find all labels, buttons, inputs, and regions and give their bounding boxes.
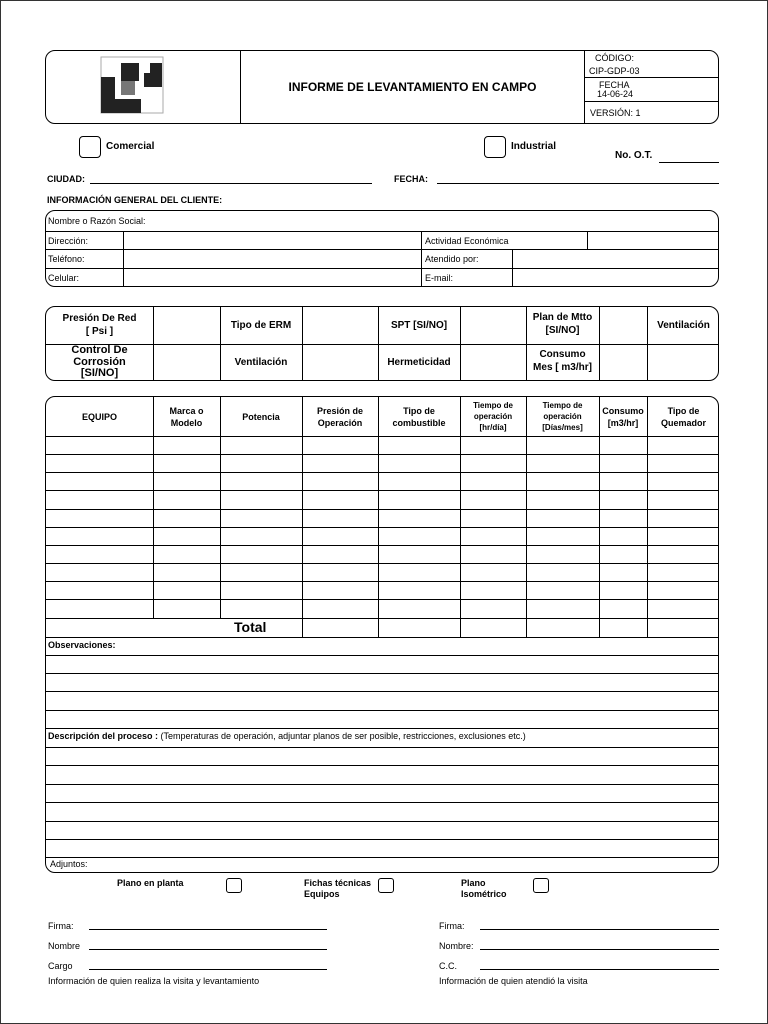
- direccion-label: Dirección:: [48, 236, 89, 246]
- nombre-left-label: Nombre: [48, 941, 81, 951]
- version-label: VERSIÓN: 1: [590, 108, 641, 118]
- tipo-erm-label: Tipo de ERM: [230, 320, 292, 331]
- grid-line: [46, 472, 719, 473]
- grid-line: [46, 784, 719, 785]
- fecha-doc-value: 14-06-24: [597, 89, 634, 99]
- fecha-cell: [585, 78, 719, 102]
- presion-red-unit: [ Psi ]: [85, 326, 114, 337]
- cc-right-label: C.C.: [439, 961, 457, 971]
- consumo-mes-cell: [526, 348, 599, 374]
- equipment-header-text: EQUIPO: [81, 411, 117, 422]
- no-ot-label: No. O.T.: [615, 150, 653, 161]
- consumo-mes-unit: Mes [ m3/hr]: [533, 362, 592, 373]
- industrial-checkbox[interactable]: [484, 136, 506, 158]
- actividad-label: Actividad Económica: [425, 236, 509, 246]
- page-title: INFORME DE LEVANTAMIENTO EN CAMPO: [288, 80, 537, 94]
- right-signature-note: Información de quien atendió la visita: [439, 976, 588, 986]
- equipment-header-2: [220, 397, 302, 436]
- celular-label: Celular:: [48, 273, 80, 283]
- equipment-header-0: [46, 397, 153, 436]
- firma-left-field[interactable]: [89, 929, 327, 930]
- grid-line: [46, 821, 719, 822]
- equipment-header-1: [153, 397, 220, 436]
- ventilacion-label-2: Ventilación: [234, 357, 288, 368]
- control-corrosion-label-2: Corrosión: [73, 355, 126, 368]
- cargo-left-field[interactable]: [89, 969, 327, 970]
- equipment-header-text: combustible: [392, 417, 446, 428]
- equipment-header-text: Tipo de: [403, 405, 435, 416]
- plano-planta-checkbox[interactable]: [226, 878, 242, 893]
- proceso-bold: Descripción del proceso :: [48, 731, 159, 741]
- control-corrosion-unit: [SI/NO]: [80, 367, 119, 379]
- equipment-header-text: [Días/mes]: [542, 423, 583, 432]
- grid-line: [46, 765, 719, 766]
- grid-line: [46, 655, 719, 656]
- nombre-label: Nombre o Razón Social:: [48, 216, 146, 226]
- proceso-text: (Temperaturas de operación, adjuntar planos de ser posible, restricciones, exclusiones etc.): [158, 731, 526, 741]
- plan-mtto-cell: [526, 311, 599, 337]
- grid-line: [46, 637, 719, 638]
- equipment-header-text: Operación: [317, 417, 363, 428]
- equipment-header-text: Tiempo de: [542, 401, 583, 410]
- grid-line: [46, 857, 719, 858]
- left-signature-note: Información de quien realiza la visita y levantamiento: [48, 976, 260, 986]
- fecha-doc-label: FECHA: [599, 80, 630, 90]
- isometrico-checkbox[interactable]: [533, 878, 549, 893]
- nombre-left-field[interactable]: [89, 949, 327, 950]
- codigo-label: CÓDIGO:: [595, 53, 635, 63]
- fichas-cell: [304, 878, 371, 900]
- ventilacion-label-1: Ventilación: [657, 320, 710, 331]
- codigo-cell: [585, 51, 719, 78]
- grid-line: [46, 509, 719, 510]
- observaciones-label: Observaciones:: [48, 640, 116, 650]
- ciudad-label: CIUDAD:: [47, 174, 85, 184]
- firma-right-field[interactable]: [480, 929, 719, 930]
- equipment-header-6: [526, 397, 599, 436]
- consumo-mes-label: Consumo: [539, 349, 586, 360]
- grid-line: [46, 563, 719, 564]
- cargo-left-label: Cargo: [48, 961, 73, 971]
- nombre-right-field[interactable]: [480, 949, 719, 950]
- nombre-right-label: Nombre:: [439, 941, 474, 951]
- fichas-label-2: Equipos: [304, 889, 340, 899]
- equipment-header-text: [hr/día]: [479, 423, 507, 432]
- atendido-label: Atendido por:: [425, 254, 479, 264]
- equipment-box: [45, 396, 719, 873]
- fecha-field[interactable]: [437, 183, 719, 184]
- fichas-label: Fichas técnicas: [304, 878, 372, 888]
- proceso-label: [48, 731, 526, 741]
- equipment-header-text: Consumo: [602, 405, 644, 416]
- plan-mtto-label: Plan de Mtto: [532, 312, 593, 323]
- total-label: Total: [234, 619, 267, 635]
- grid-line: [46, 527, 719, 528]
- equipment-header-text: operación: [473, 412, 513, 421]
- equipment-header-text: Presión de: [316, 405, 363, 416]
- presion-red-cell: [46, 312, 153, 338]
- email-label: E-mail:: [425, 273, 454, 283]
- client-section-title: INFORMACIÓN GENERAL DEL CLIENTE:: [47, 195, 223, 205]
- network-info-box: [45, 306, 719, 381]
- equipment-header-3: [302, 397, 378, 436]
- grid-line: [46, 802, 719, 803]
- equipment-header-text: [m3/hr]: [607, 417, 639, 428]
- grid-line: [46, 436, 719, 437]
- control-corrosion-cell: [46, 345, 153, 380]
- grid-line: [46, 710, 719, 711]
- equipment-header-text: Potencia: [242, 411, 280, 422]
- document-header: [45, 50, 719, 124]
- ciudad-field[interactable]: [90, 183, 372, 184]
- grid-line: [46, 599, 719, 600]
- equipment-header-5: [460, 397, 526, 436]
- comercial-checkbox[interactable]: [79, 136, 101, 158]
- telefono-label: Teléfono:: [48, 254, 85, 264]
- equipment-header-7: [599, 397, 647, 436]
- grid-line: [46, 490, 719, 491]
- codigo-value: CIP-GDP-03: [589, 66, 640, 76]
- fecha-label: FECHA:: [394, 174, 428, 184]
- grid-line: [46, 454, 719, 455]
- isometrico-label: Plano: [461, 878, 486, 888]
- client-info-box: [45, 210, 719, 287]
- equipment-header-4: [378, 397, 460, 436]
- doc-meta: [584, 51, 719, 123]
- firma-right-label: Firma:: [439, 921, 465, 931]
- presion-red-label: Presión De Red: [62, 313, 137, 324]
- comercial-label: Comercial: [106, 141, 155, 152]
- control-corrosion-label: Control De: [71, 344, 128, 356]
- firma-left-label: Firma:: [48, 921, 74, 931]
- fichas-checkbox[interactable]: [378, 878, 394, 893]
- equipment-header-text: Quemador: [660, 417, 706, 428]
- equipment-header-text: operación: [543, 412, 582, 421]
- plano-planta-label: Plano en planta: [117, 878, 184, 888]
- equipment-header-text: Tiempo de: [473, 401, 513, 410]
- spt-label: SPT [SI/NO]: [390, 320, 448, 331]
- grid-line: [46, 728, 719, 729]
- equipment-header-text: Marca o: [169, 405, 204, 416]
- grid-line: [46, 545, 719, 546]
- cc-right-field[interactable]: [480, 969, 719, 970]
- no-ot-field[interactable]: [659, 162, 719, 163]
- grid-line: [46, 581, 719, 582]
- industrial-label: Industrial: [511, 141, 557, 152]
- grid-line: [46, 691, 719, 692]
- isometrico-cell: [461, 878, 507, 900]
- company-logo: [46, 51, 241, 123]
- adjuntos-label: Adjuntos:: [50, 859, 88, 869]
- grid-line: [46, 747, 719, 748]
- equipment-header-text: Tipo de: [667, 405, 700, 416]
- hermeticidad-label: Hermeticidad: [387, 357, 451, 368]
- plan-mtto-unit: [SI/NO]: [545, 325, 580, 336]
- equipment-header-text: Modelo: [170, 417, 203, 428]
- equipment-header-8: [647, 397, 719, 436]
- grid-line: [46, 839, 719, 840]
- grid-line: [46, 673, 719, 674]
- grid-line: [46, 618, 719, 619]
- isometrico-label-2: Isométrico: [461, 889, 507, 899]
